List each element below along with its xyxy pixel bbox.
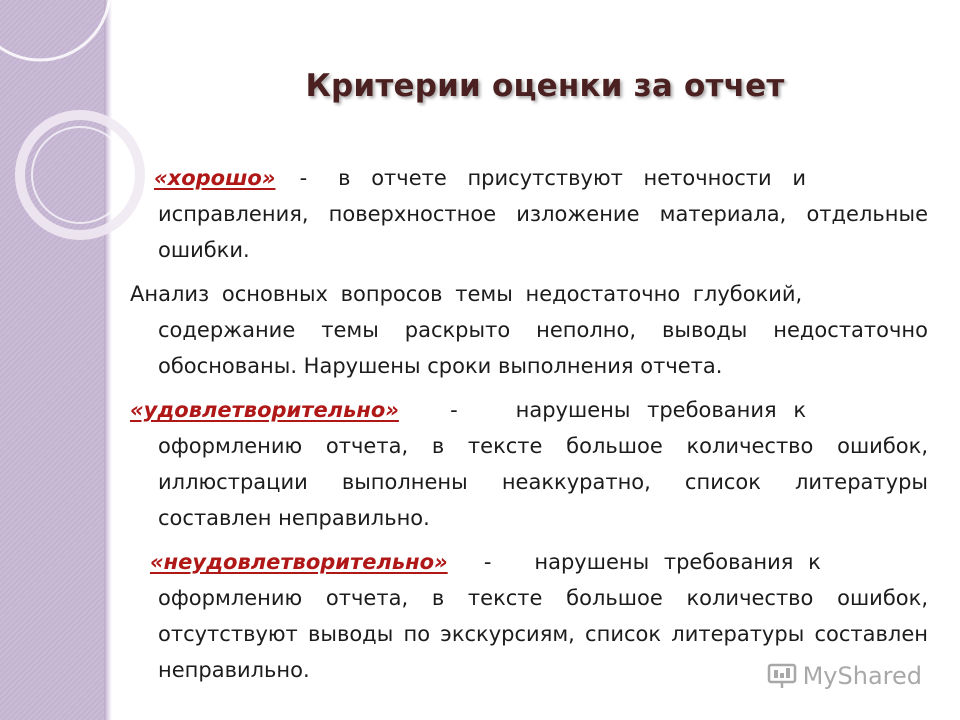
criterion-satisfactory [130, 392, 928, 536]
criterion-text-continued: оформлению отчета, в тексте большое количество ошибок, иллюстрации выполнены неаккуратно, список литературы составлен неправильно. [158, 434, 928, 530]
criterion-text-continued: содержание темы раскрыто неполно, выводы недостаточно обоснованы. Нарушены сроки выполнения отчета. [158, 318, 928, 378]
criterion-good [130, 160, 928, 268]
dash-separator: - [483, 550, 492, 574]
criterion-text-continued: оформлению отчета, в тексте большое количество ошибок, отсутствуют выводы по экскурсиям, список литературы составлен неправильно. [158, 586, 928, 682]
watermark-text: MyShared [802, 662, 922, 690]
criterion-text: Анализ основных вопросов темы недостаточно глубокий, [130, 282, 803, 306]
grade-label: «неудовлетворительно» [150, 550, 448, 574]
watermark [767, 662, 922, 690]
criteria-list [130, 160, 928, 696]
criterion-text: нарушены требования к [534, 550, 821, 574]
criterion-analysis [130, 276, 928, 384]
presentation-board-icon [767, 662, 797, 690]
criterion-text-continued: исправления, поверхностное изложение материала, отдельные ошибки. [158, 202, 928, 262]
slide-title: Критерии оценки за отчет [305, 68, 785, 104]
criterion-text: нарушены требования к [515, 398, 806, 422]
grade-label: «удовлетворительно» [130, 398, 399, 422]
grade-label: «хорошо» [154, 166, 276, 190]
dash-separator: - [450, 398, 458, 422]
dash-separator: - [299, 166, 308, 190]
criterion-text: в отчете присутствуют неточности и [338, 166, 806, 190]
